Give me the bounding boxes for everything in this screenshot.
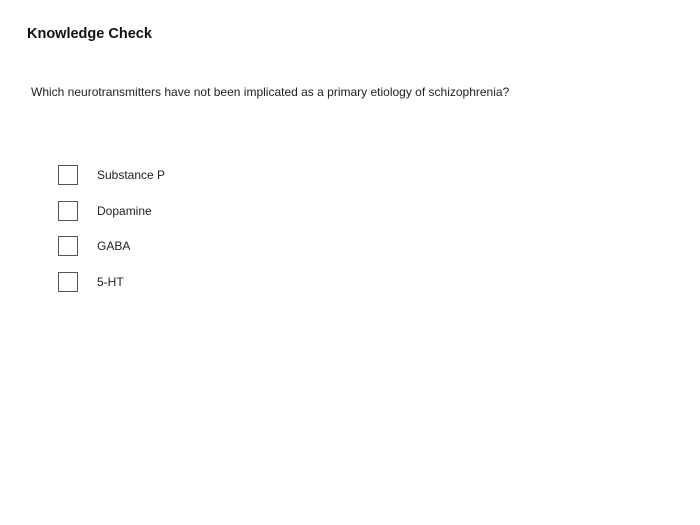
option-dopamine[interactable] [58,200,165,222]
option-label-dopamine: Dopamine [97,203,152,218]
option-label-substance-p: Substance P [97,168,166,182]
checkbox-5-ht[interactable] [58,272,78,292]
question-text: Which neurotransmitters have not been implicated as a primary etiology of schizophrenia? [31,85,510,99]
option-label-5-ht: 5-HT [97,274,124,289]
page-title: Knowledge Check [27,26,152,42]
checkbox-gaba[interactable] [58,236,78,256]
checkbox-dopamine[interactable] [58,201,78,221]
checkbox-substance-p[interactable] [58,165,78,185]
option-label-gaba: GABA [97,239,131,253]
answer-options [58,164,165,306]
option-5-ht[interactable] [58,271,165,293]
option-substance-p[interactable] [58,164,165,186]
option-gaba[interactable] [58,235,165,257]
